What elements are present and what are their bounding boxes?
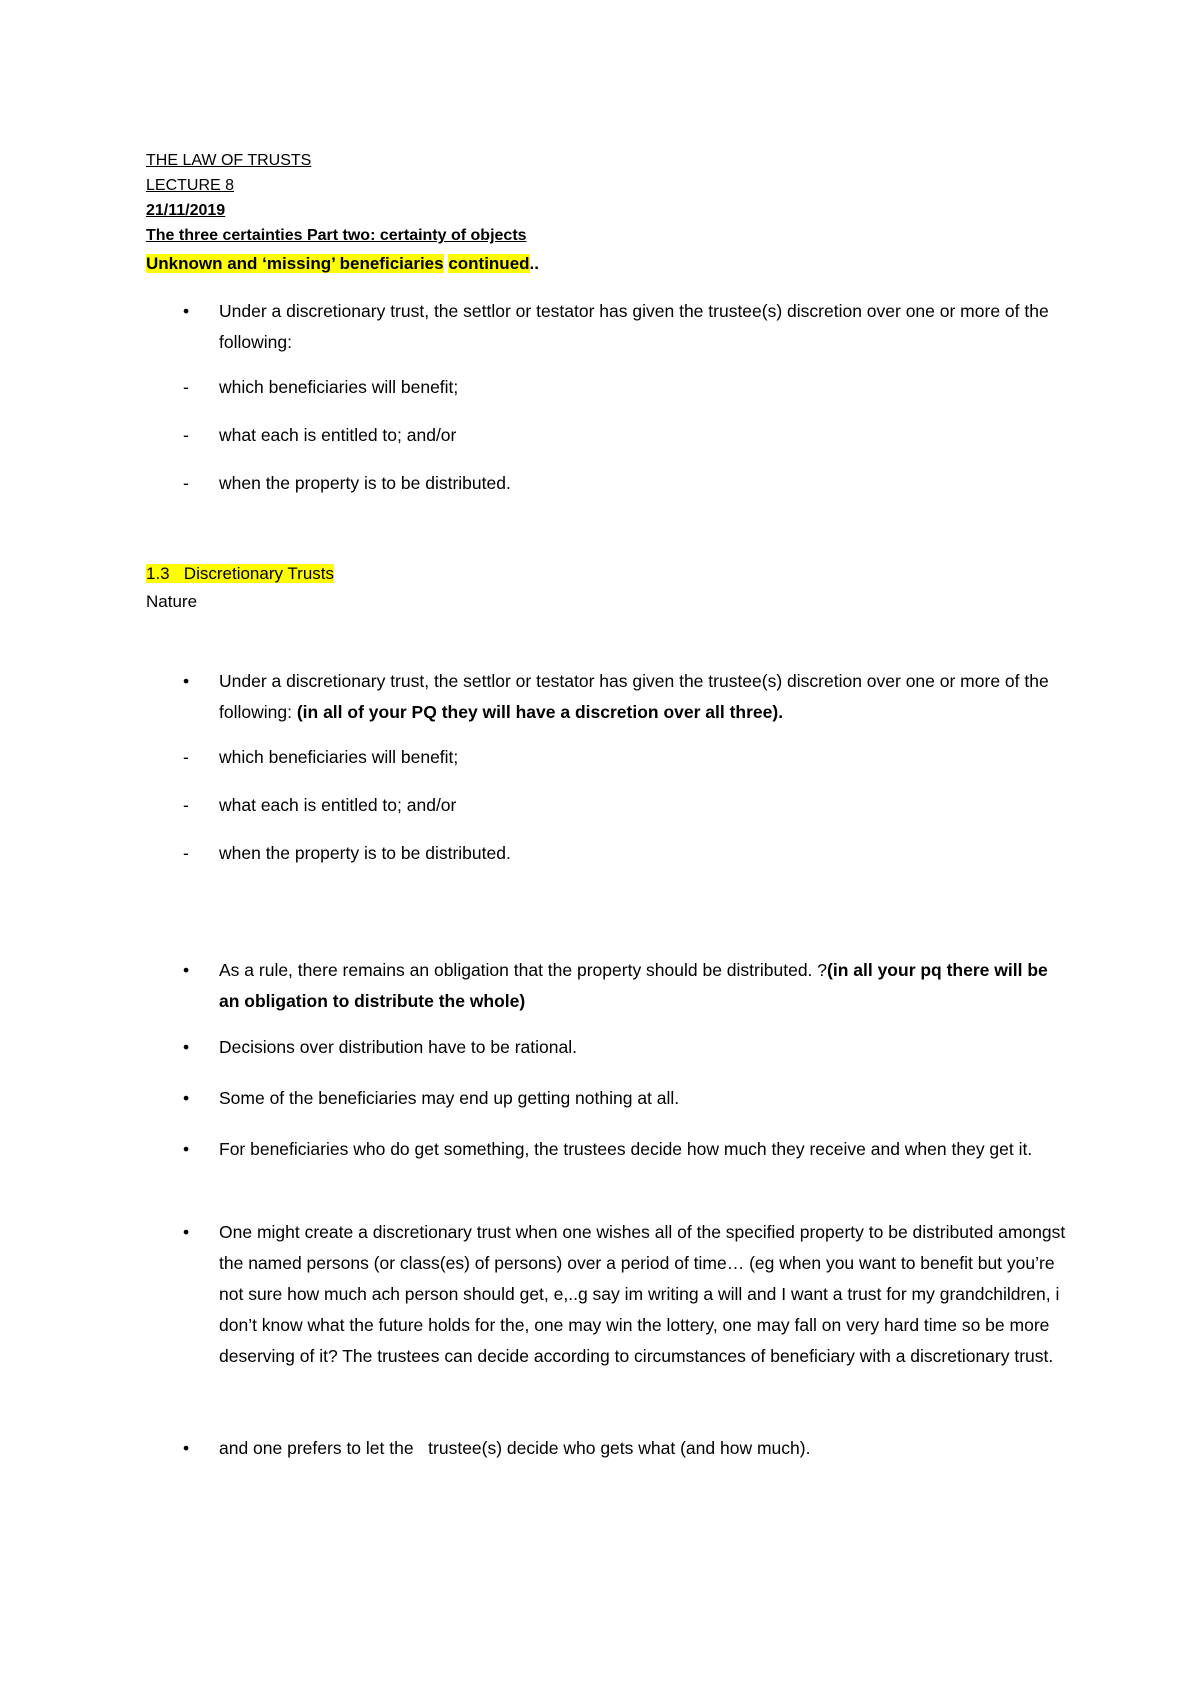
lecture-date: 21/11/2019 xyxy=(146,202,226,219)
dash-marker: - xyxy=(183,377,189,397)
list-item xyxy=(146,468,1066,499)
heading-highlight-1: Unknown and ‘missing’ beneficiaries xyxy=(146,254,444,273)
list-item-text: which beneficiaries will benefit; xyxy=(219,747,459,767)
list-item-text xyxy=(219,666,1066,728)
heading-suffix: .. xyxy=(529,254,539,273)
dash-marker: - xyxy=(183,747,189,767)
dash-marker: - xyxy=(183,473,189,493)
bullet-marker: • xyxy=(183,1222,190,1242)
list-item xyxy=(146,372,1066,403)
list-item-text: One might create a discretionary trust when one wishes all of the specified property to be distributed amongst the named persons (or class(es) of persons) over a period of time… (eg when you want to benefit but you’re not sure how much ach person should get, e,..g say im writing a will and I want a trust for my grandchildren, i don’t know what the future holds for the, one may win the lottery, one may fall on very hard time so be more deserving of it? The trustees can decide according to circumstances of beneficiary with a discretionary trust. xyxy=(219,1222,1066,1366)
list-item-text: what each is entitled to; and/or xyxy=(219,795,457,815)
list-item xyxy=(146,742,1066,773)
list-item-text: and one prefers to let the trustee(s) decide who gets what (and how much). xyxy=(219,1438,811,1458)
list-item xyxy=(146,1134,1066,1165)
list-item xyxy=(146,1083,1066,1114)
list-item-text: when the property is to be distributed. xyxy=(219,473,511,493)
list-item xyxy=(146,420,1066,451)
bullet-marker: • xyxy=(183,1037,190,1057)
list-item-text: For beneficiaries who do get something, the trustees decide how much they receive and when they get it. xyxy=(219,1139,1033,1159)
list-item xyxy=(146,666,1066,728)
bullet-marker: • xyxy=(183,1139,190,1159)
bullet-marker: • xyxy=(183,301,190,321)
bullet-marker: • xyxy=(183,671,190,691)
list-item-text-plain: As a rule, there remains an obligation that the property should be distributed. ? xyxy=(219,960,828,980)
heading-highlight-3: 1.3 Discretionary Trusts xyxy=(146,564,335,583)
list-item-text-bold: (in all of your PQ they will have a discretion over all three). xyxy=(296,702,784,722)
list-item-text: Under a discretionary trust, the settlor or testator has given the trustee(s) discretion over one or more of the following: xyxy=(219,301,1049,352)
list-item xyxy=(146,1217,1066,1372)
bullet-marker: • xyxy=(183,960,190,980)
section-heading-discretionary-trusts xyxy=(146,562,334,586)
dash-marker: - xyxy=(183,425,189,445)
bullet-marker: • xyxy=(183,1088,190,1108)
dash-marker: - xyxy=(183,795,189,815)
lecture-number: LECTURE 8 xyxy=(146,177,235,194)
list-item-text-plain: Under a discretionary trust, the settlor or testator has given the trustee(s) discretion over one or more of the following: xyxy=(219,671,1049,722)
heading-highlight-2: continued xyxy=(448,254,530,273)
subheading-nature: Nature xyxy=(146,592,198,611)
list-item-text: what each is entitled to; and/or xyxy=(219,425,457,445)
list-item xyxy=(146,838,1066,869)
list-item xyxy=(146,1433,1066,1464)
list-item-text: Some of the beneficiaries may end up getting nothing at all. xyxy=(219,1088,680,1108)
bullet-marker: • xyxy=(183,1438,190,1458)
dash-marker: - xyxy=(183,843,189,863)
list-item xyxy=(146,790,1066,821)
list-item-text xyxy=(219,955,1066,1017)
list-item-text: when the property is to be distributed. xyxy=(219,843,511,863)
list-item xyxy=(146,296,1066,358)
lecture-subtitle: The three certainties Part two: certainty of objects xyxy=(146,227,527,244)
list-item-text: Decisions over distribution have to be rational. xyxy=(219,1037,577,1057)
list-item xyxy=(146,955,1066,1017)
course-title: THE LAW OF TRUSTS xyxy=(146,152,312,169)
list-item-text-bold: (in all your pq there will be an obligation to distribute the whole) xyxy=(219,960,1048,1011)
list-item-text: which beneficiaries will benefit; xyxy=(219,377,459,397)
list-item xyxy=(146,1032,1066,1063)
section-heading-unknown-beneficiaries xyxy=(146,252,539,276)
document-header xyxy=(146,148,527,248)
